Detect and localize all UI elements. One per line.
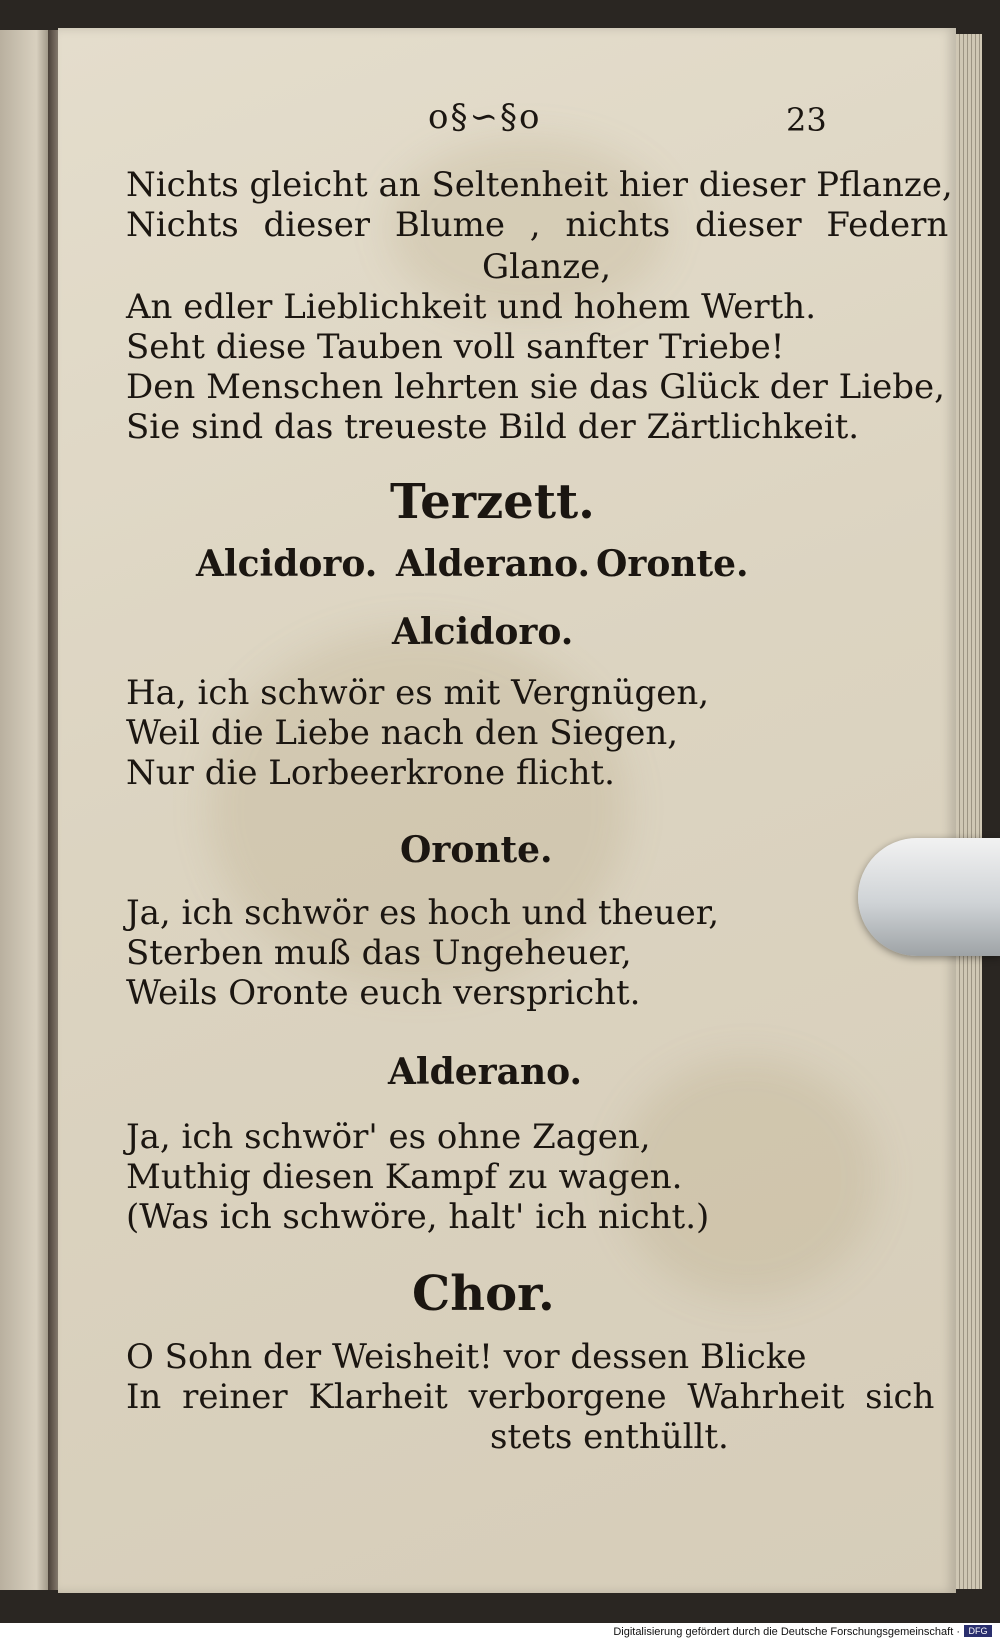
footer-credit: Digitalisierung gefördert durch die Deutsche Forschungsgemeinschaft · <box>613 1626 960 1638</box>
speech-line: Sterben muß das Ungeheuer, <box>126 933 632 973</box>
speech-line: Nur die Lorbeerkrone flicht. <box>126 753 615 793</box>
chorus-line: O Sohn der Weisheit! vor dessen Blicke <box>126 1337 807 1377</box>
chorus-line-continuation: stets enthüllt. <box>490 1417 729 1457</box>
speech-line: Muthig diesen Kampf zu wagen. <box>126 1157 683 1197</box>
speaker-heading: Alcidoro. <box>392 611 574 653</box>
header-ornament: o§∽§o <box>428 97 542 137</box>
verse-line: Seht diese Tauben voll sanfter Triebe! <box>126 327 785 367</box>
page-holder-clip <box>858 838 1000 956</box>
facing-page-edge <box>0 30 52 1590</box>
speech-line: Weil die Liebe nach den Siegen, <box>126 713 679 753</box>
speech-line: Ha, ich schwör es mit Vergnügen, <box>126 673 710 713</box>
character-name: Alderano. <box>396 543 591 585</box>
character-name: Alcidoro. <box>196 543 378 585</box>
speech-line: Weils Oronte euch verspricht. <box>126 973 641 1013</box>
speech-line: Ja, ich schwör' es ohne Zagen, <box>126 1117 651 1157</box>
speech-line: Ja, ich schwör es hoch und theuer, <box>126 893 720 933</box>
verse-line: Nichts dieser Blume , nichts dieser Federn <box>126 205 949 245</box>
verse-line: Sie sind das treueste Bild der Zärtlichkeit. <box>126 407 860 447</box>
verse-line-continuation: Glanze, <box>482 247 612 287</box>
section-title: Terzett. <box>390 474 595 530</box>
character-name: Oronte. <box>596 543 749 585</box>
verse-line: An edler Lieblichkeit und hohem Werth. <box>126 287 817 327</box>
page-edges <box>956 34 982 1589</box>
verse-line: Den Menschen lehrten sie das Glück der Liebe, <box>126 367 945 407</box>
chorus-heading: Chor. <box>412 1266 555 1322</box>
chorus-line: In reiner Klarheit verborgene Wahrheit sich <box>126 1377 935 1417</box>
dfg-logo: DFG <box>964 1625 992 1637</box>
speaker-heading: Alderano. <box>388 1051 583 1093</box>
speaker-heading: Oronte. <box>400 829 553 871</box>
page-number: 23 <box>786 101 827 139</box>
speech-line: (Was ich schwöre, halt' ich nicht.) <box>126 1197 710 1237</box>
verse-line: Nichts gleicht an Seltenheit hier dieser Pflanze, <box>126 165 953 205</box>
